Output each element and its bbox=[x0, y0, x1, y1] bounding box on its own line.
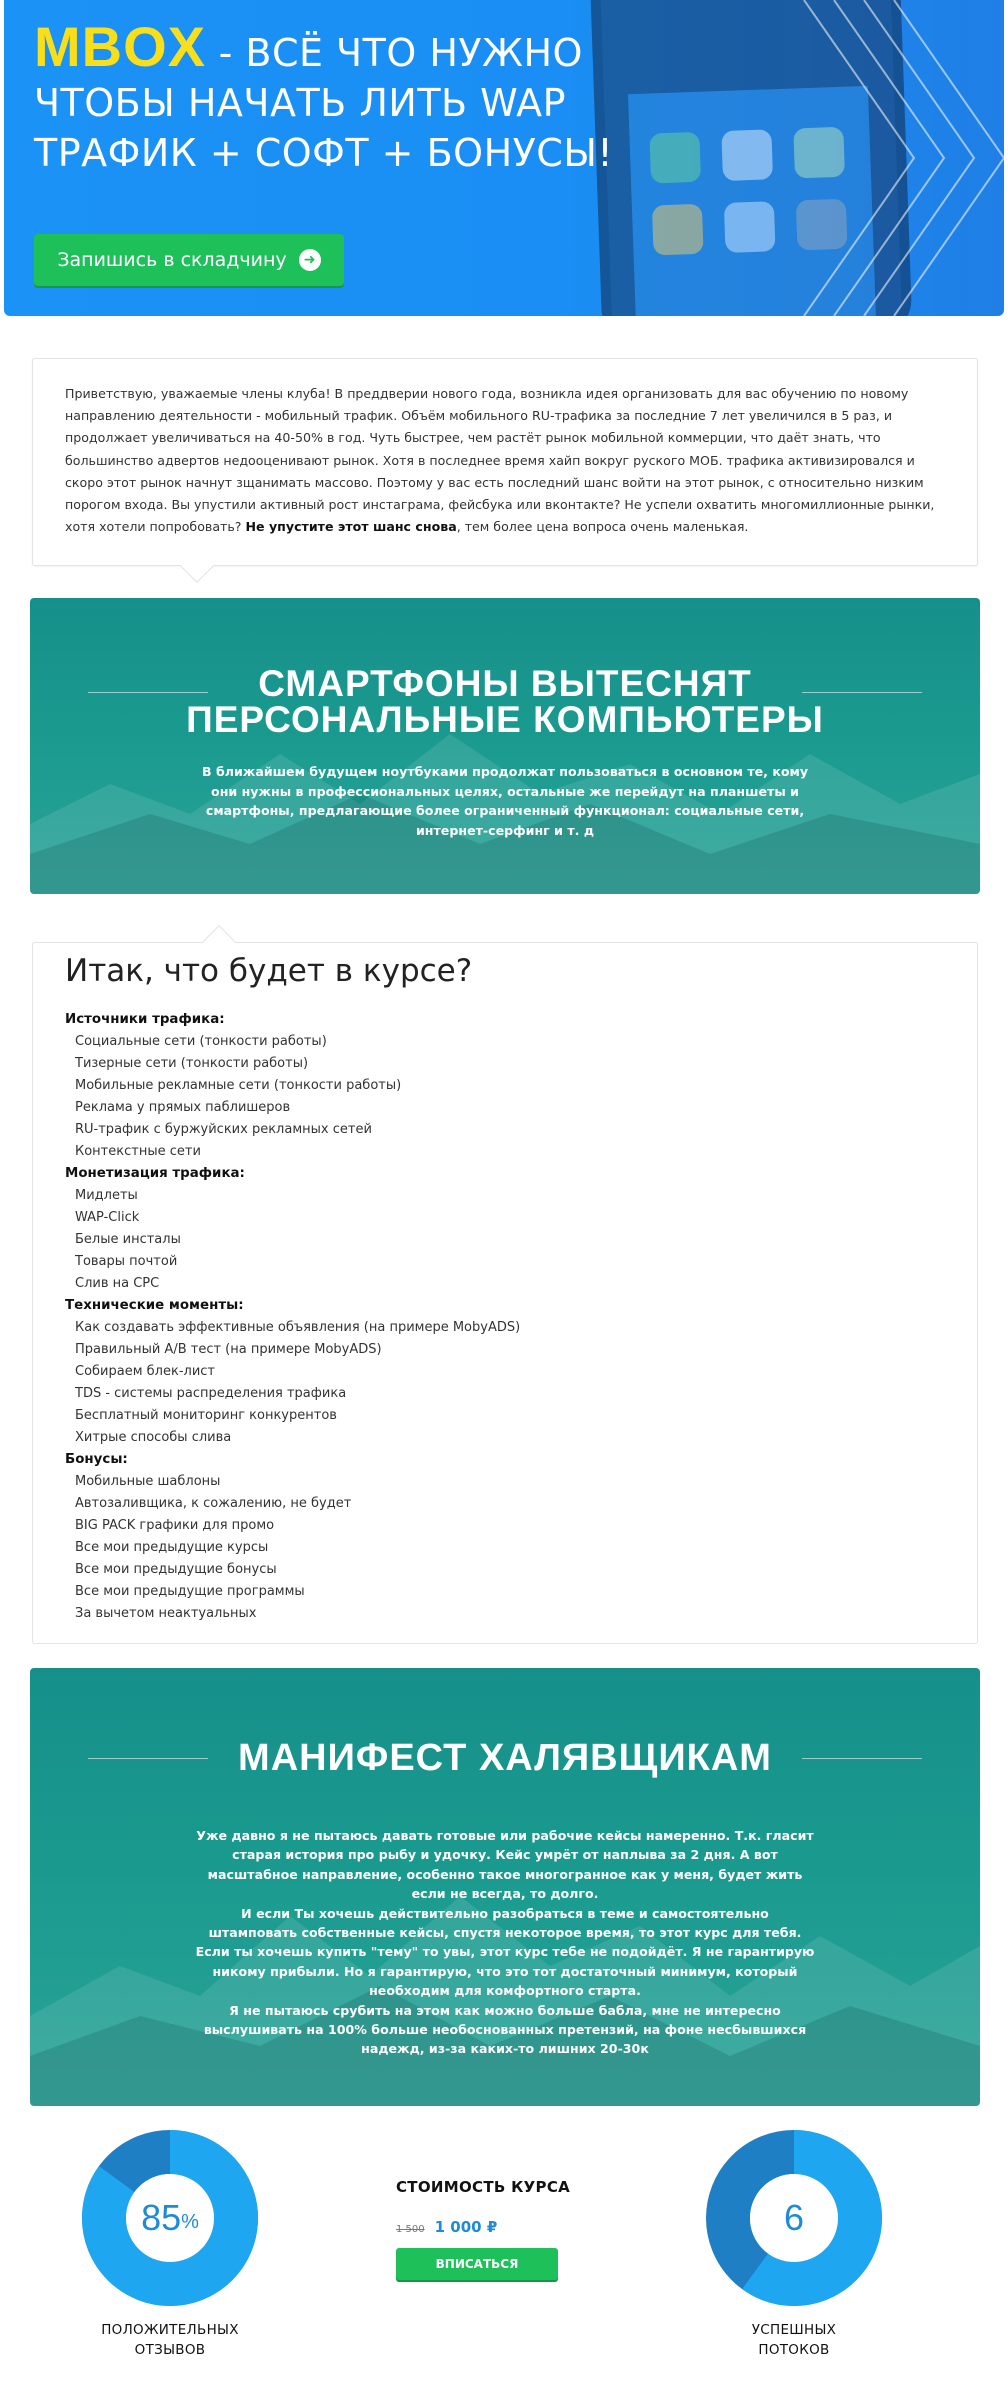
section-title: Бонусы: bbox=[65, 1452, 128, 1467]
intro-text: Приветствую, уважаемые члены клуба! В преддверии нового года, возникла идея организовать для вас обучению по новому направлению деятельности - мобильный трафик. Объём мобильного RU-трафика за последние 7 лет увеличился в 5 раз, и продолжает увеличиваться на 40-50% в год. Чуть быстрее, чем растёт рынок мобильной коммерции, что даёт знать, что большинство адвертов недооценивают рынок. Хотя в последнее время хайп вокруг руского МОБ. трафика активизировался и скоро этот рынок начнут зщанимать массово. Поэтому у вас есть последний шанс войти на этот рынок, с относительно низким порогом входа. Вы упустили активный рост инстаграма, фейсбука или вконтакте? Не успели охватить многомиллионные рынки, хотя хотели попробовать? bbox=[65, 386, 935, 535]
list-item: Социальные сети (тонкости работы) bbox=[75, 1034, 327, 1049]
list-item: Автозаливщика, к сожалению, не будет bbox=[75, 1496, 352, 1511]
banner-paragraph: И если Ты хочешь действительно разобраться в теме и самостоятельно штамповать собственные кейсы, спустя некоторое время, то этот курс для тебя. Если ты хочешь купить "тему" то увы, этот курс тебе не подойдёт. Я не гарантирую никому прибыли. Но я гарантирую, что это тот достаточный минимум, который необходим для комфортного старта. bbox=[195, 1905, 815, 1999]
banner-paragraph: Уже давно я не пытаюсь давать готовые или рабочие кейсы намеренно. Т.к. гласит старая история про рыбу и удочку. Кейс умрёт от наплыва за 2 дня. А вот масштабное направление, особенно такое многогранное как у меня, будет жить если не всегда, то долго. bbox=[196, 1828, 814, 1902]
reviews-caption: ПОЛОЖИТЕЛЬНЫХ ОТЗЫВОВ bbox=[101, 2322, 239, 2358]
list-item: Все мои предыдущие бонусы bbox=[75, 1562, 277, 1577]
price-block bbox=[396, 2178, 636, 2280]
list-item: Мобильные рекламные сети (тонкости работы) bbox=[75, 1078, 402, 1093]
signup-button-label: Запишись в складчину bbox=[57, 249, 287, 271]
list-item: Контекстные сети bbox=[75, 1144, 201, 1159]
list-item: Тизерные сети (тонкости работы) bbox=[75, 1056, 309, 1071]
list-item: BIG PACK графики для промо bbox=[75, 1518, 275, 1533]
list-item: Собираем блек-лист bbox=[75, 1364, 215, 1379]
intro-emphasis: Не упустите этот шанс снова bbox=[245, 519, 457, 535]
reviews-value: 85 % bbox=[141, 2197, 199, 2238]
streams-caption: УСПЕШНЫХ ПОТОКОВ bbox=[751, 2322, 837, 2358]
list-item: Все мои предыдущие курсы bbox=[75, 1540, 269, 1555]
list-item: Бесплатный мониторинг конкурентов bbox=[75, 1408, 337, 1423]
banner-title: МАНИФЕСТ ХАЛЯВЩИКАМ bbox=[238, 1737, 772, 1779]
list-item: Правильный A/B тест (на примере MobyADS) bbox=[75, 1342, 382, 1357]
intro-card bbox=[32, 358, 978, 566]
course-title: Итак, что будет в курсе? bbox=[65, 953, 473, 989]
list-item: WAP-Click bbox=[75, 1210, 140, 1225]
card-pointer bbox=[180, 549, 214, 583]
banner-title: СМАРТФОНЫ ВЫТЕСНЯТ ПЕРСОНАЛЬНЫЕ КОМПЬЮТЕРЫ bbox=[186, 663, 824, 740]
hero-title-line1: - ВСЁ ЧТО НУЖНО bbox=[206, 31, 583, 75]
hero-title bbox=[34, 15, 634, 178]
list-item: Мобильные шаблоны bbox=[75, 1474, 221, 1489]
section-title: Источники трафика: bbox=[65, 1012, 225, 1027]
section-title: Монетизация трафика: bbox=[65, 1166, 245, 1181]
reviews-ring bbox=[82, 2130, 258, 2306]
smartphones-banner bbox=[30, 598, 980, 894]
hero-banner bbox=[4, 0, 1004, 316]
list-item: Мидлеты bbox=[75, 1188, 138, 1203]
arrow-circle-right-icon: ➜ bbox=[299, 249, 321, 271]
streams-value: 6 bbox=[783, 2197, 805, 2238]
chevron-decoration bbox=[764, 0, 1004, 316]
manifest-banner bbox=[30, 1668, 980, 2106]
reviews-stat bbox=[82, 2130, 258, 2360]
course-outline bbox=[65, 1009, 665, 1625]
banner-text: В ближайшем будущем ноутбуками продолжат пользоваться в основном те, кому они нужны в профессиональных целях, остальные же перейдут на планшеты и смартфоны, предлагающие более ограниченный функционал: социальные сети, интернет-серфинг и т. д bbox=[201, 764, 809, 838]
hero-title-line2: ЧТОБЫ НАЧАТЬ ЛИТЬ WAP bbox=[34, 81, 567, 125]
list-item: Белые инсталы bbox=[75, 1232, 181, 1247]
list-item: Хитрые способы слива bbox=[75, 1430, 232, 1445]
signup-button[interactable] bbox=[34, 234, 344, 286]
price-heading: СТОИМОСТЬ КУРСА bbox=[396, 2178, 571, 2196]
streams-stat bbox=[706, 2130, 882, 2360]
banner-paragraph: Я не пытаюсь срубить на этом как можно больше бабла, мне не интересно выслушивать на 100% больше необоснованных претензий, на фоне несбывшихся надежд, из-за каких-то лишних 20-30к bbox=[203, 2002, 807, 2057]
current-price: 1 000 ₽ bbox=[434, 2218, 498, 2236]
list-item: Реклама у прямых паблишеров bbox=[75, 1100, 291, 1115]
enroll-button[interactable]: ВПИСАТЬСЯ bbox=[396, 2248, 558, 2280]
list-item: TDS - системы распределения трафика bbox=[75, 1386, 347, 1401]
list-item: RU-трафик с буржуйских рекламных сетей bbox=[75, 1122, 372, 1137]
hero-title-line3: ТРАФИК + СОФТ + БОНУСЫ! bbox=[34, 131, 614, 175]
list-item: Слив на CPC bbox=[75, 1276, 160, 1291]
list-item: За вычетом неактуальных bbox=[75, 1606, 257, 1621]
list-item: Товары почтой bbox=[75, 1254, 178, 1269]
list-item: Все мои предыдущие программы bbox=[75, 1584, 305, 1599]
list-item: Как создавать эффективные объявления (на примере MobyADS) bbox=[75, 1320, 521, 1335]
intro-text-tail: , тем более цена вопроса очень маленькая. bbox=[456, 519, 749, 535]
course-card bbox=[32, 942, 978, 1644]
brand-logo: MBOX bbox=[34, 15, 206, 78]
old-price: 1 500 bbox=[396, 2224, 425, 2235]
section-title: Технические моменты: bbox=[65, 1298, 244, 1313]
streams-ring bbox=[706, 2130, 882, 2306]
